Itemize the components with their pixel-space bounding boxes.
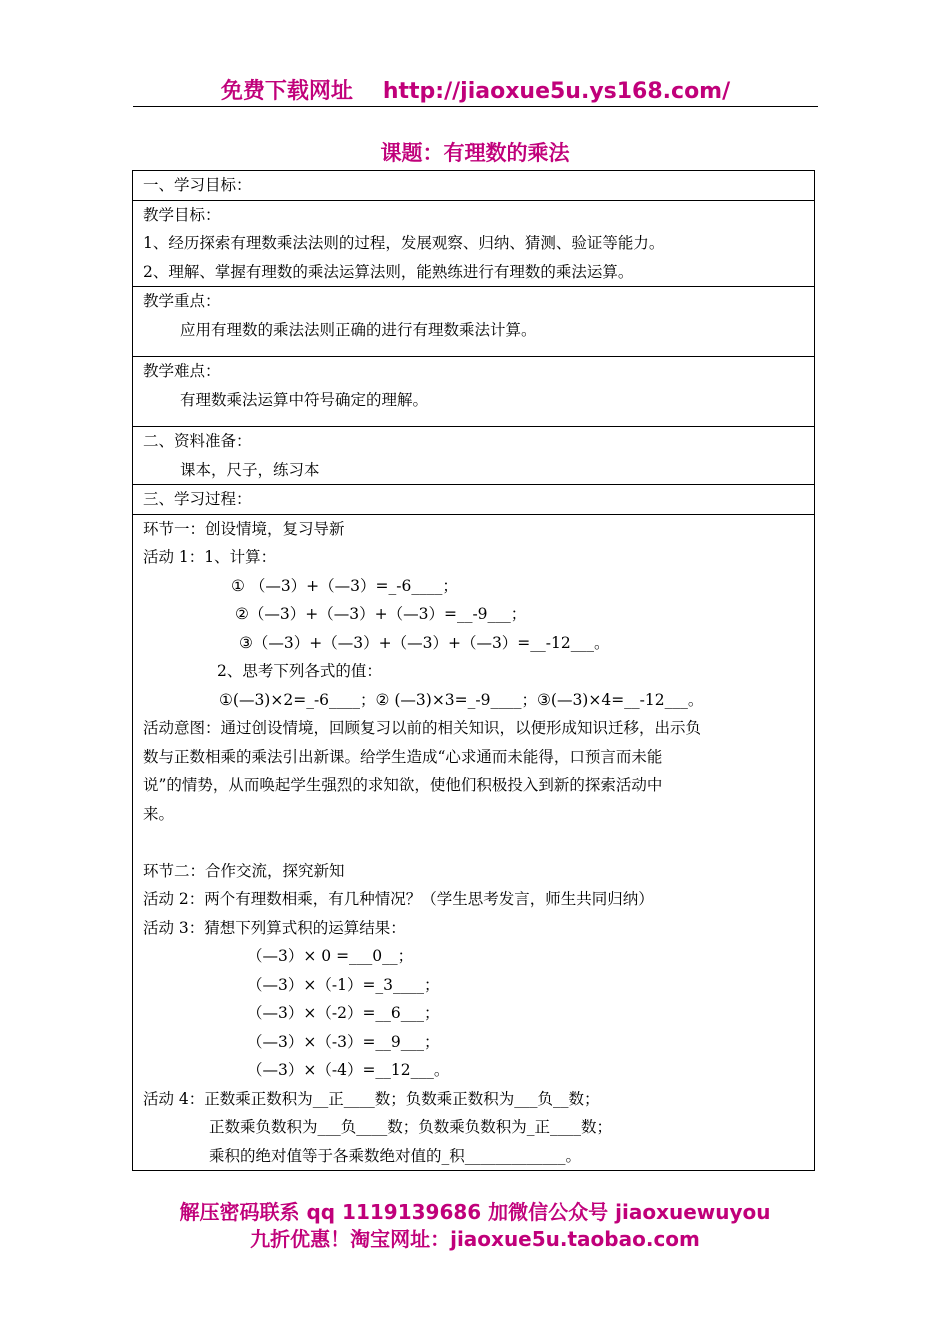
materials-text: 课本，尺子，练习本 <box>180 460 320 479</box>
key-point-row <box>133 287 815 357</box>
calc-line: ③（—3）+（—3）+（—3）+（—3）=__-12___。 <box>239 633 610 652</box>
step2-heading: 环节二：合作交流，探究新知 <box>143 861 345 880</box>
header-url-link[interactable]: http://jiaoxue5u.ys168.com/ <box>382 79 731 104</box>
intent-line: 数与正数相乘的乘法引出新课。给学生造成“心求通而未能得，口预言而未能 <box>143 747 663 766</box>
spacer <box>143 828 804 857</box>
difficulty-text: 有理数乘法运算中符号确定的理解。 <box>180 390 429 409</box>
process-row <box>133 514 815 1171</box>
objectives-heading: 一、学习目标： <box>133 171 815 201</box>
guess-line: （—3）×（-1）=_3____； <box>247 975 440 994</box>
key-point-text: 应用有理数的乘法法则正确的进行有理数乘法计算。 <box>180 320 537 339</box>
guess-line: （—3）× 0 =___0__； <box>247 947 414 965</box>
activity4-line: 活动 4：正数乘正数积为__正____数；负数乘正数积为___负__数； <box>143 1089 600 1108</box>
materials-row <box>133 427 815 485</box>
activity2-text: 活动 2：两个有理数相乘，有几种情况？（学生思考发言，师生共同归纳） <box>143 890 654 908</box>
teaching-goals-heading: 教学目标： <box>143 205 221 224</box>
materials-heading: 二、资料准备： <box>143 432 252 450</box>
intent-line: 说”的情势，从而唤起学生强烈的求知欲，使他们积极投入到新的探索活动中 <box>143 776 663 794</box>
guess-line: （—3）×（-3）=__9___； <box>247 1032 440 1051</box>
footer-shop: 九折优惠！淘宝网址：jiaoxue5u.taobao.com <box>250 1227 700 1251</box>
guess-line: （—3）×（-2）=__6___； <box>247 1004 440 1022</box>
think-label: 2、思考下列各式的值： <box>217 662 382 680</box>
key-point-heading: 教学重点： <box>143 292 221 310</box>
difficulty-heading: 教学难点： <box>143 362 221 380</box>
process-heading: 三、学习过程： <box>133 485 815 515</box>
values-line: ①(—3)×2=_-6____；② (—3)×3=_-9____；③(—3)×4=__-12___。 <box>219 690 704 709</box>
lesson-table <box>132 170 815 1171</box>
footer-contact: 解压密码联系 qq 1119139686 加微信公众号 jiaoxuewuyou <box>179 1200 771 1224</box>
teaching-goal-item: 1、经历探索有理数乘法法则的过程，发展观察、归纳、猜测、验证等能力。 <box>143 234 665 252</box>
page-title: 课题：有理数的乘法 <box>380 141 570 165</box>
activity4-line: 乘积的绝对值等于各乘数绝对值的_积_____________。 <box>209 1146 582 1165</box>
header-label: 免费下载网址 <box>220 79 353 104</box>
intent-line: 来。 <box>143 804 175 823</box>
calc-line: ① （—3）+（—3）=_-6____； <box>231 576 458 595</box>
difficulty-row <box>133 357 815 427</box>
guess-line: （—3）×（-4）=__12___。 <box>247 1061 450 1079</box>
intent-line: 活动意图：通过创设情境，回顾复习以前的相关知识，以便形成知识迁移，出示负 <box>143 719 702 737</box>
objectives-row <box>133 171 815 201</box>
teaching-goal-item: 2、理解、掌握有理数的乘法运算法则，能熟练进行有理数的乘法运算。 <box>143 262 634 281</box>
calc-line: ②（—3）+（—3）+（—3）=__-9___； <box>235 605 527 623</box>
activity3-label: 活动 3：猜想下列算式积的运算结果： <box>143 918 406 937</box>
step1-heading: 环节一：创设情境，复习导新 <box>143 519 345 538</box>
process-heading-row <box>133 485 815 515</box>
teaching-goals-row <box>133 200 815 287</box>
page-header <box>133 78 818 107</box>
activity4-line: 正数乘负数积为___负____数；负数乘负数积为_正____数； <box>209 1118 613 1136</box>
activity1-label: 活动 1：1、计算： <box>143 548 277 566</box>
